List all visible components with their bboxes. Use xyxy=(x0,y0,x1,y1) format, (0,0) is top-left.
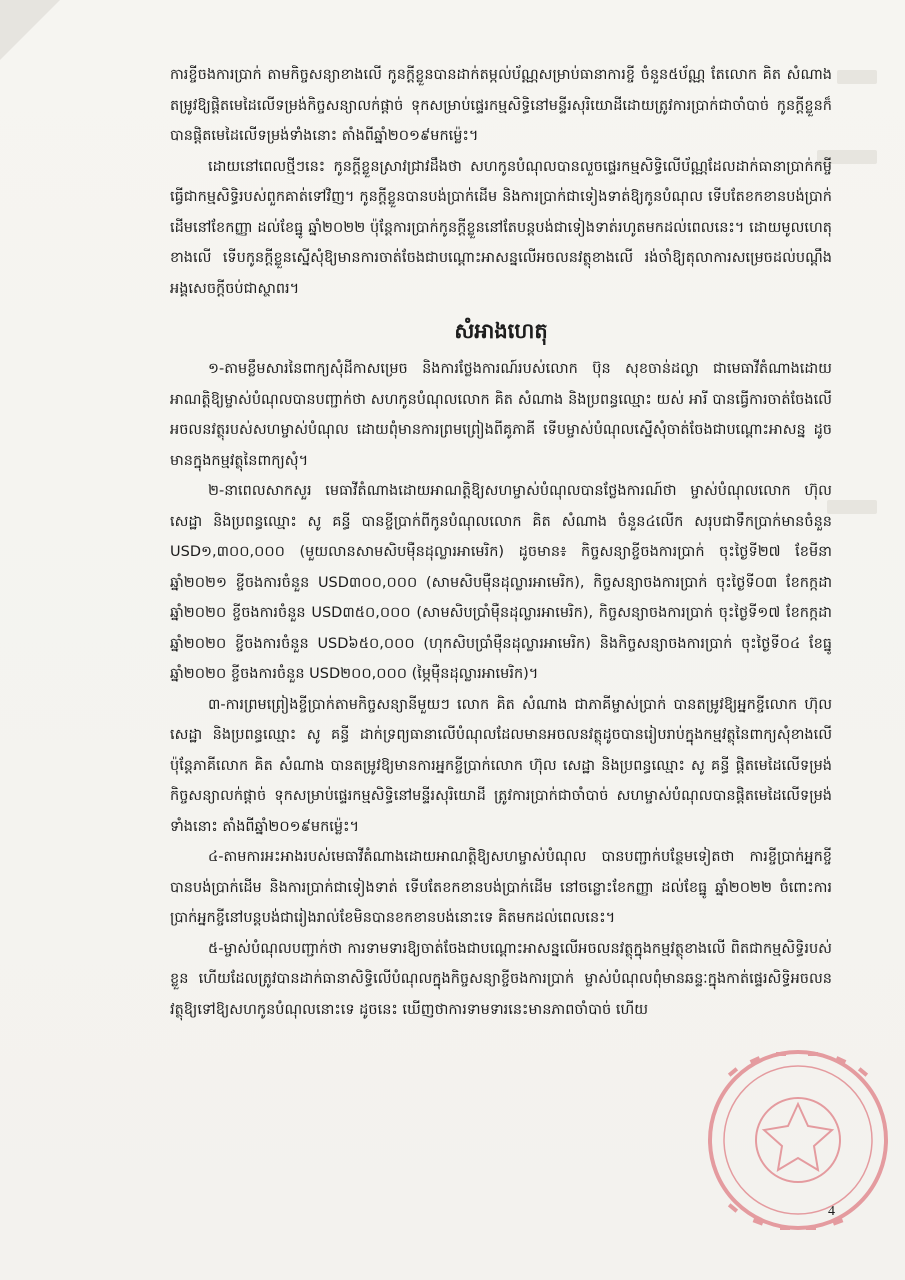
document-body xyxy=(170,60,832,1025)
reason-item-4: ៤-តាមការអះអាងរបស់មេធាវីតំណាងដោយអាណត្តិឱ្យសហម្ចាស់បំណុល បានបញ្ជាក់បន្ថែមទៀតថា ការខ្ចីប្រាក់អ្នកខ្ចីបានបង់ប្រាក់ដើម និងការប្រាក់ជាទៀងទាត់ ទើបតែខកខានបង់ប្រាក់ដើម នៅចន្លោះខែកញ្ញា ដល់ខែធ្នូ ឆ្នាំ២០២២ ចំពោះការប្រាក់អ្នកខ្ចីនៅបន្តបង់ជារៀងរាល់ខែមិនបានខកខានបង់នោះទេ គិតមកដល់ពេលនេះ។ xyxy=(170,849,832,926)
reason-item-1: ១-តាមខ្លឹមសារនៃពាក្យសុំដីកាសម្រេច និងការថ្លែងការណ៍របស់លោក ប៊ុន សុខចាន់ដល្លា ជាមេធាវីតំណាងដោយអាណត្តិឱ្យម្ចាស់បំណុលបានបញ្ជាក់ថា សហកូនបំណុលលោក គិត សំណាង និងប្រពន្ធឈ្មោះ យស់ អារី បានធ្វើការចាត់ចែងលើអចលនវត្ថុរបស់សហម្ចាស់បំណុល ដោយពុំមានការព្រមព្រៀងពីគូភាគី ទើបម្ចាស់បំណុលស្នើសុំចាត់ចែងជាបណ្តោះអាសន្ន ដូចមានក្នុងកម្មវត្ថុនៃពាក្យសុំ។ xyxy=(170,361,832,469)
reason-item-5: ៥-ម្ចាស់បំណុលបញ្ជាក់ថា ការទាមទារឱ្យចាត់ចែងជាបណ្តោះអាសន្នលើអចលនវត្ថុក្នុងកម្មវត្ថុខាងលើ ពិតជាកម្មសិទ្ធិរបស់ខ្លួន ហើយដែលត្រូវបានដាក់ធានាសិទ្ធិលើបំណុលក្នុងកិច្ចសន្យាខ្ចីចងការប្រាក់ ម្ចាស់បំណុលពុំមានឆន្ទៈក្នុងកាត់ផ្ទេរសិទ្ធិអចលនវត្ថុឱ្យទៅឱ្យសហកូនបំណុលនោះទេ ដូចនេះ ឃើញថាការទាមទារនេះមានភាពចាំបាច់ ហើយ xyxy=(170,940,832,1018)
section-heading-reasons: សំអាងហេតុ xyxy=(454,319,548,343)
reason-item-2: ២-នាពេលសាកសួរ មេធាវីតំណាងដោយអាណត្តិឱ្យសហម្ចាស់បំណុលបានថ្លែងការណ៍ថា ម្ចាស់បំណុលលោក ហ៊ុល សេដ្ឋា និងប្រពន្ធឈ្មោះ សូ គន្ធី បានខ្ចីប្រាក់ពីកូនបំណុលលោក គិត សំណាង ចំនួន៤លើក សរុបជាទឹកប្រាក់មានចំនួន USD១,៣០០,០០០ (មួយលានសាមសិបម៉ឺនដុល្លារអាមេរិក) ដូចមាន៖ កិច្ចសន្យាខ្ចីចងការប្រាក់ ចុះថ្ងៃទី២៧ ខែមីនា ឆ្នាំ២០២១ ខ្ចីចងការចំនួន USD៣០០,០០០ (សាមសិបម៉ឺនដុល្លារអាមេរិក), កិច្ចសន្យាចងការប្រាក់ ចុះថ្ងៃទី០៣ ខែកក្កដា ឆ្នាំ២០២០ ខ្ចីចងការចំនួន USD៣៥០,០០០ (សាមសិបប្រាំម៉ឺនដុល្លារអាមេរិក), កិច្ចសន្យាចងការប្រាក់ ចុះថ្ងៃទី១៧ ខែកក្កដា ឆ្នាំ២០២០ ខ្ចីចងការចំនួន USD៦៥០,០០០ (ហុកសិបប្រាំម៉ឺនដុល្លារអាមេរិក) និងកិច្ចសន្យាចងការប្រាក់ ចុះថ្ងៃទី០៤ ខែធ្នូ ឆ្នាំ២០២០ ខ្ចីចងការចំនួន USD២០០,០០០ (ម្ភៃម៉ឺនដុល្លារអាមេរិក)។ xyxy=(170,483,832,682)
folded-corner xyxy=(0,0,60,60)
bleed-through-mark xyxy=(837,70,877,84)
official-seal-stamp xyxy=(698,1040,898,1240)
paragraph-loan-context: ការខ្ចីចងការប្រាក់ តាមកិច្ចសន្យាខាងលើ កូនក្តីខ្លួនបានដាក់តម្កល់ប័ណ្ណសម្រាប់ធានាការខ្ចី ចំនួន៥ប័ណ្ណ តែលោក គិត សំណាង តម្រូវឱ្យផ្តិតមេដៃលើទម្រង់កិច្ចសន្យាលក់ផ្តាច់ ទុកសម្រាប់ផ្ទេរកម្មសិទ្ធិនៅមន្ទីរសុរិយោដីដោយត្រូវការប្រាក់ជាចាំបាច់ កូនក្តីខ្លួនក៏បានផ្តិតមេដៃលើទម្រង់ទាំងនោះ តាំងពីឆ្នាំ២០១៩មកម្ល៉េះ។ xyxy=(170,67,832,144)
page-number: 4 xyxy=(828,1204,835,1219)
paragraph-recent-discovery: ដោយនៅពេលថ្មីៗនេះ កូនក្តីខ្លួនស្រាវជ្រាវដឹងថា សហកូនបំណុលបានលួចផ្ទេរកម្មសិទ្ធិលើប័ណ្ណដែលដាក់ធានាប្រាក់កម្ចី ធ្វើជាកម្មសិទ្ធិរបស់ពួកគាត់ទៅវិញ។ កូនក្តីខ្លួនបានបង់ប្រាក់ដើម និងការប្រាក់ជាទៀងទាត់ឱ្យកូនបំណុល ទើបតែខកខានបង់ប្រាក់ដើមនៅខែកញ្ញា ដល់ខែធ្នូ ឆ្នាំ២០២២ ប៉ុន្តែការប្រាក់កូនក្តីខ្លួននៅតែបន្តបង់ជាទៀងទាត់រហូតមកដល់ពេលនេះ។ ដោយមូលហេតុខាងលើ ទើបកូនក្តីខ្លួនស្នើសុំឱ្យមានការចាត់ចែងជាបណ្តោះអាសន្នលើអចលនវត្ថុខាងលើ រង់ចាំឱ្យតុលាការសម្រេចដល់បណ្តឹងអង្គសេចក្តីចប់ជាស្ថាពរ។ xyxy=(170,158,832,297)
bleed-through-mark xyxy=(827,500,877,514)
reason-item-3: ៣-ការព្រមព្រៀងខ្ចីប្រាក់តាមកិច្ចសន្យានីមួយៗ លោក គិត សំណាង ជាភាគីម្ចាស់ប្រាក់ បានតម្រូវឱ្យអ្នកខ្ចីលោក ហ៊ុល សេដ្ឋា និងប្រពន្ធឈ្មោះ សូ គន្ធី ដាក់ទ្រព្យធានាលើបំណុលដែលមានអចលនវត្ថុដូចបានរៀបរាប់ក្នុងកម្មវត្ថុនៃពាក្យសុំខាងលើ ប៉ុន្តែភាគីលោក គិត សំណាង បានតម្រូវឱ្យមានការអ្នកខ្ចីប្រាក់លោក ហ៊ុល សេដ្ឋា និងប្រពន្ធឈ្មោះ សូ គន្ធី ផ្តិតមេដៃលើទម្រង់កិច្ចសន្យាលក់ផ្តាច់ ទុកសម្រាប់ផ្ទេរកម្មសិទ្ធិនៅមន្ទីរសុរិយោដី ត្រូវការប្រាក់ជាចាំបាច់ សហម្ចាស់បំណុលបានផ្តិតមេដៃលើទម្រង់ទាំងនោះ តាំងពីឆ្នាំ២០១៩មកម្ល៉េះ។ xyxy=(170,696,832,835)
